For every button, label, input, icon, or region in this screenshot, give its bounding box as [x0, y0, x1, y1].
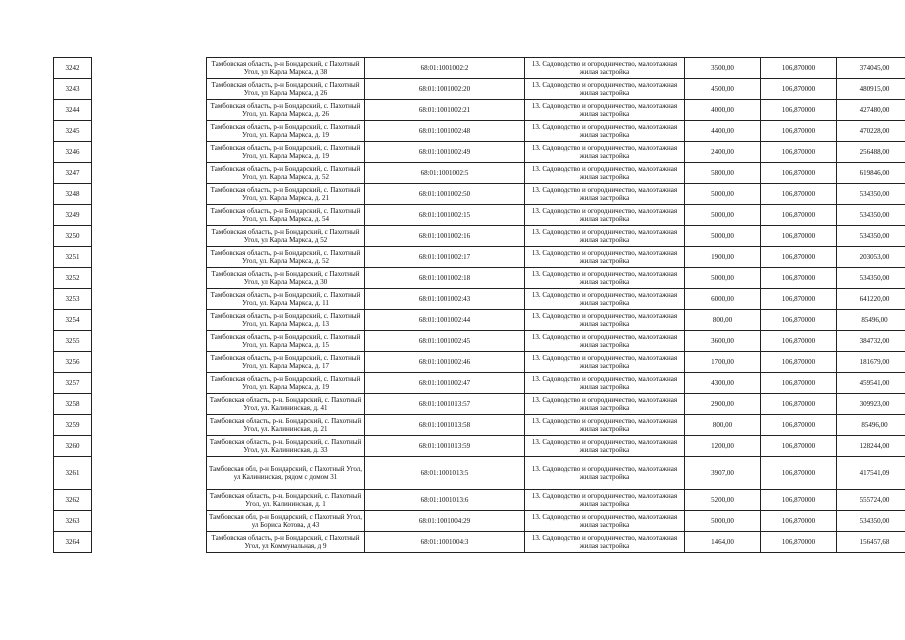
table-row: [54, 394, 905, 415]
land-use-cell: 13. Садоводство и огородничество, малоэтажная жилая застройка: [525, 226, 685, 247]
spacer-cell: [92, 457, 207, 490]
rate-cell: 106,870000: [761, 226, 837, 247]
rate-cell: 106,870000: [761, 100, 837, 121]
table-row: [54, 100, 905, 121]
area-cell: 1900,00: [685, 247, 761, 268]
table-row: [54, 142, 905, 163]
cadastral-value-cell: 417541,09: [837, 457, 905, 490]
area-cell: 5000,00: [685, 268, 761, 289]
spacer-cell: [92, 373, 207, 394]
area-cell: 3600,00: [685, 331, 761, 352]
area-cell: 2900,00: [685, 394, 761, 415]
rate-cell: 106,870000: [761, 121, 837, 142]
address-cell: Тамбовская область, р-н Бондарский, с. Пахотный Угол, ул. Карла Маркса, д. 19: [207, 121, 365, 142]
area-cell: 4300,00: [685, 373, 761, 394]
land-use-cell: 13. Садоводство и огородничество, малоэтажная жилая застройка: [525, 268, 685, 289]
row-number: 3256: [54, 352, 92, 373]
cadastral-value-cell: 534350,00: [837, 268, 905, 289]
spacer-cell: [92, 331, 207, 352]
table-row: [54, 310, 905, 331]
cadastral-number-cell: 68:01:1001002:50: [365, 184, 525, 205]
address-cell: Тамбовская обл, р-н Бондарский, с Пахотный Угол, ул Бориса Котова, д 43: [207, 511, 365, 532]
cadastral-number-cell: 68:01:1001002:21: [365, 100, 525, 121]
cadastral-number-cell: 68:01:1001002:18: [365, 268, 525, 289]
land-use-cell: 13. Садоводство и огородничество, малоэтажная жилая застройка: [525, 289, 685, 310]
table-row: [54, 79, 905, 100]
cadastral-value-cell: 641220,00: [837, 289, 905, 310]
cadastral-number-cell: 68:01:1001002:49: [365, 142, 525, 163]
row-number: 3244: [54, 100, 92, 121]
land-use-cell: 13. Садоводство и огородничество, малоэтажная жилая застройка: [525, 121, 685, 142]
address-cell: Тамбовская область, р-н. Бондарский, с. Пахотный Угол, ул. Калининская, д. 33: [207, 436, 365, 457]
spacer-cell: [92, 226, 207, 247]
spacer-cell: [92, 100, 207, 121]
land-use-cell: 13. Садоводство и огородничество, малоэтажная жилая застройка: [525, 352, 685, 373]
cadastral-number-cell: 68:01:1001002:45: [365, 331, 525, 352]
land-use-cell: 13. Садоводство и огородничество, малоэтажная жилая застройка: [525, 58, 685, 79]
area-cell: 5000,00: [685, 205, 761, 226]
address-cell: Тамбовская область, р-н Бондарский, с. Пахотный Угол, ул. Карла Маркса, д. 52: [207, 247, 365, 268]
address-cell: Тамбовская область, р-н. Бондарский, с. Пахотный Угол, ул. Калининская, д. 1: [207, 490, 365, 511]
area-cell: 5800,00: [685, 163, 761, 184]
address-cell: Тамбовская область, р-н Бондарский, с. Пахотный Угол, ул. Карла Маркса, д. 11: [207, 289, 365, 310]
cadastral-value-cell: 128244,00: [837, 436, 905, 457]
spacer-cell: [92, 247, 207, 268]
land-use-cell: 13. Садоводство и огородничество, малоэтажная жилая застройка: [525, 373, 685, 394]
row-number: 3261: [54, 457, 92, 490]
cadastral-value-cell: 309923,00: [837, 394, 905, 415]
row-number: 3257: [54, 373, 92, 394]
cadastral-number-cell: 68:01:1001013:58: [365, 415, 525, 436]
spacer-cell: [92, 121, 207, 142]
table-row: [54, 163, 905, 184]
row-number: 3253: [54, 289, 92, 310]
cadastral-number-cell: 68:01:1001004:3: [365, 532, 525, 553]
area-cell: 1200,00: [685, 436, 761, 457]
address-cell: Тамбовская область, р-н. Бондарский, с. Пахотный Угол, ул. Калининская, д. 41: [207, 394, 365, 415]
area-cell: 5000,00: [685, 511, 761, 532]
table-row: [54, 373, 905, 394]
row-number: 3255: [54, 331, 92, 352]
area-cell: 2400,00: [685, 142, 761, 163]
row-number: 3259: [54, 415, 92, 436]
rate-cell: 106,870000: [761, 184, 837, 205]
row-number: 3250: [54, 226, 92, 247]
spacer-cell: [92, 415, 207, 436]
land-use-cell: 13. Садоводство и огородничество, малоэтажная жилая застройка: [525, 511, 685, 532]
land-use-cell: 13. Садоводство и огородничество, малоэтажная жилая застройка: [525, 436, 685, 457]
table-row: [54, 457, 905, 490]
area-cell: 5000,00: [685, 184, 761, 205]
rate-cell: 106,870000: [761, 163, 837, 184]
area-cell: 1464,00: [685, 532, 761, 553]
land-registry-table: [53, 57, 905, 553]
cadastral-value-cell: 384732,00: [837, 331, 905, 352]
table-row: [54, 415, 905, 436]
land-use-cell: 13. Садоводство и огородничество, малоэтажная жилая застройка: [525, 532, 685, 553]
address-cell: Тамбовская область, р-н Бондарский, с Пахотный Угол, ул Карла Маркса, д 38: [207, 58, 365, 79]
cadastral-value-cell: 619846,00: [837, 163, 905, 184]
address-cell: Тамбовская область, р-н Бондарский, с. Пахотный Угол, ул. Карла Маркса, д. 19: [207, 142, 365, 163]
spacer-cell: [92, 532, 207, 553]
table-row: [54, 58, 905, 79]
row-number: 3260: [54, 436, 92, 457]
cadastral-number-cell: 68:01:1001002:16: [365, 226, 525, 247]
cadastral-number-cell: 68:01:1001002:5: [365, 163, 525, 184]
cadastral-value-cell: 534350,00: [837, 226, 905, 247]
rate-cell: 106,870000: [761, 310, 837, 331]
cadastral-number-cell: 68:01:1001013:57: [365, 394, 525, 415]
area-cell: 800,00: [685, 310, 761, 331]
area-cell: 4400,00: [685, 121, 761, 142]
table-row: [54, 268, 905, 289]
cadastral-value-cell: 534350,00: [837, 511, 905, 532]
land-use-cell: 13. Садоводство и огородничество, малоэтажная жилая застройка: [525, 184, 685, 205]
table-row: [54, 184, 905, 205]
land-use-cell: 13. Садоводство и огородничество, малоэтажная жилая застройка: [525, 394, 685, 415]
spacer-cell: [92, 352, 207, 373]
table-row: [54, 511, 905, 532]
cadastral-value-cell: 470228,00: [837, 121, 905, 142]
area-cell: 4000,00: [685, 100, 761, 121]
cadastral-number-cell: 68:01:1001002:47: [365, 373, 525, 394]
address-cell: Тамбовская область, р-н Бондарский, с. Пахотный Угол, ул. Карла Маркса, д. 15: [207, 331, 365, 352]
land-use-cell: 13. Садоводство и огородничество, малоэтажная жилая застройка: [525, 310, 685, 331]
table-row: [54, 121, 905, 142]
spacer-cell: [92, 142, 207, 163]
cadastral-number-cell: 68:01:1001002:48: [365, 121, 525, 142]
cadastral-number-cell: 68:01:1001002:2: [365, 58, 525, 79]
spacer-cell: [92, 163, 207, 184]
spacer-cell: [92, 511, 207, 532]
cadastral-number-cell: 68:01:1001013:6: [365, 490, 525, 511]
row-number: 3262: [54, 490, 92, 511]
table-row: [54, 226, 905, 247]
land-use-cell: 13. Садоводство и огородничество, малоэтажная жилая застройка: [525, 79, 685, 100]
cadastral-number-cell: 68:01:1001013:5: [365, 457, 525, 490]
cadastral-number-cell: 68:01:1001002:20: [365, 79, 525, 100]
row-number: 3245: [54, 121, 92, 142]
land-use-cell: 13. Садоводство и огородничество, малоэтажная жилая застройка: [525, 331, 685, 352]
spacer-cell: [92, 79, 207, 100]
rate-cell: 106,870000: [761, 142, 837, 163]
rate-cell: 106,870000: [761, 289, 837, 310]
cadastral-value-cell: 534350,00: [837, 184, 905, 205]
land-use-cell: 13. Садоводство и огородничество, малоэтажная жилая застройка: [525, 415, 685, 436]
area-cell: 4500,00: [685, 79, 761, 100]
row-number: 3258: [54, 394, 92, 415]
spacer-cell: [92, 184, 207, 205]
cadastral-value-cell: 374045,00: [837, 58, 905, 79]
cadastral-number-cell: 68:01:1001002:46: [365, 352, 525, 373]
cadastral-value-cell: 256488,00: [837, 142, 905, 163]
cadastral-value-cell: 203053,00: [837, 247, 905, 268]
spacer-cell: [92, 205, 207, 226]
rate-cell: 106,870000: [761, 247, 837, 268]
table-row: [54, 247, 905, 268]
row-number: 3248: [54, 184, 92, 205]
table-body: [54, 58, 905, 553]
area-cell: 3500,00: [685, 58, 761, 79]
spacer-cell: [92, 58, 207, 79]
cadastral-value-cell: 427480,00: [837, 100, 905, 121]
rate-cell: 106,870000: [761, 58, 837, 79]
rate-cell: 106,870000: [761, 436, 837, 457]
land-use-cell: 13. Садоводство и огородничество, малоэтажная жилая застройка: [525, 490, 685, 511]
rate-cell: 106,870000: [761, 331, 837, 352]
rate-cell: 106,870000: [761, 352, 837, 373]
cadastral-value-cell: 181679,00: [837, 352, 905, 373]
land-use-cell: 13. Садоводство и огородничество, малоэтажная жилая застройка: [525, 247, 685, 268]
cadastral-number-cell: 68:01:1001002:44: [365, 310, 525, 331]
address-cell: Тамбовская область, р-н Бондарский, с. Пахотный Угол, ул. Карла Маркса, д. 19: [207, 373, 365, 394]
row-number: 3252: [54, 268, 92, 289]
table-row: [54, 289, 905, 310]
address-cell: Тамбовская область, р-н Бондарский, с Пахотный Угол, ул Карла Маркса, д 30: [207, 268, 365, 289]
land-use-cell: 13. Садоводство и огородничество, малоэтажная жилая застройка: [525, 163, 685, 184]
rate-cell: 106,870000: [761, 205, 837, 226]
rate-cell: 106,870000: [761, 79, 837, 100]
spacer-cell: [92, 394, 207, 415]
cadastral-value-cell: 85496,00: [837, 415, 905, 436]
land-use-cell: 13. Садоводство и огородничество, малоэтажная жилая застройка: [525, 205, 685, 226]
cadastral-number-cell: 68:01:1001002:43: [365, 289, 525, 310]
address-cell: Тамбовская область, р-н Бондарский, с. Пахотный Угол, ул. Карла Маркса, д. 26: [207, 100, 365, 121]
row-number: 3243: [54, 79, 92, 100]
cadastral-value-cell: 85496,00: [837, 310, 905, 331]
cadastral-value-cell: 156457,68: [837, 532, 905, 553]
land-use-cell: 13. Садоводство и огородничество, малоэтажная жилая застройка: [525, 100, 685, 121]
address-cell: Тамбовская область, р-н Бондарский, с Пахотный Угол, ул Коммунальная, д 9: [207, 532, 365, 553]
area-cell: 1700,00: [685, 352, 761, 373]
spacer-cell: [92, 268, 207, 289]
rate-cell: 106,870000: [761, 511, 837, 532]
row-number: 3254: [54, 310, 92, 331]
cadastral-number-cell: 68:01:1001002:15: [365, 205, 525, 226]
row-number: 3263: [54, 511, 92, 532]
rate-cell: 106,870000: [761, 457, 837, 490]
land-use-cell: 13. Садоводство и огородничество, малоэтажная жилая застройка: [525, 457, 685, 490]
row-number: 3264: [54, 532, 92, 553]
area-cell: 6000,00: [685, 289, 761, 310]
rate-cell: 106,870000: [761, 532, 837, 553]
table-row: [54, 352, 905, 373]
rate-cell: 106,870000: [761, 490, 837, 511]
table-row: [54, 331, 905, 352]
address-cell: Тамбовская область, р-н Бондарский, с. Пахотный Угол, ул. Карла Маркса, д. 17: [207, 352, 365, 373]
row-number: 3242: [54, 58, 92, 79]
area-cell: 5000,00: [685, 226, 761, 247]
rate-cell: 106,870000: [761, 268, 837, 289]
address-cell: Тамбовская обл, р-н Бондарский, с Пахотный Угол, ул Калининская, рядом с домом 31: [207, 457, 365, 490]
table-row: [54, 490, 905, 511]
spacer-cell: [92, 289, 207, 310]
cadastral-number-cell: 68:01:1001002:17: [365, 247, 525, 268]
row-number: 3251: [54, 247, 92, 268]
cadastral-value-cell: 534350,00: [837, 205, 905, 226]
address-cell: Тамбовская область, р-н Бондарский, с Пахотный Угол, ул Карла Маркса, д 52: [207, 226, 365, 247]
spacer-cell: [92, 436, 207, 457]
address-cell: Тамбовская область, р-н Бондарский, с Пахотный Угол, ул Карла Маркса, д 26: [207, 79, 365, 100]
table-row: [54, 532, 905, 553]
rate-cell: 106,870000: [761, 373, 837, 394]
cadastral-value-cell: 555724,00: [837, 490, 905, 511]
address-cell: Тамбовская область, р-н Бондарский, с. Пахотный Угол, ул. Карла Маркса, д. 54: [207, 205, 365, 226]
spacer-cell: [92, 310, 207, 331]
area-cell: 5200,00: [685, 490, 761, 511]
cadastral-number-cell: 68:01:1001004:29: [365, 511, 525, 532]
cadastral-number-cell: 68:01:1001013:59: [365, 436, 525, 457]
address-cell: Тамбовская область, р-н Бондарский, с. Пахотный Угол, ул. Карла Маркса, д. 52: [207, 163, 365, 184]
row-number: 3246: [54, 142, 92, 163]
table-row: [54, 205, 905, 226]
cadastral-value-cell: 480915,00: [837, 79, 905, 100]
rate-cell: 106,870000: [761, 415, 837, 436]
rate-cell: 106,870000: [761, 394, 837, 415]
address-cell: Тамбовская область, р-н. Бондарский, с. Пахотный Угол, ул. Калининская, д. 21: [207, 415, 365, 436]
spacer-cell: [92, 490, 207, 511]
address-cell: Тамбовская область, р-н Бондарский, с. Пахотный Угол, ул. Карла Маркса, д. 21: [207, 184, 365, 205]
area-cell: 3907,00: [685, 457, 761, 490]
cadastral-value-cell: 459541,00: [837, 373, 905, 394]
land-use-cell: 13. Садоводство и огородничество, малоэтажная жилая застройка: [525, 142, 685, 163]
row-number: 3249: [54, 205, 92, 226]
address-cell: Тамбовская область, р-н Бондарский, с. Пахотный Угол, ул. Карла Маркса, д. 13: [207, 310, 365, 331]
row-number: 3247: [54, 163, 92, 184]
area-cell: 800,00: [685, 415, 761, 436]
table-row: [54, 436, 905, 457]
